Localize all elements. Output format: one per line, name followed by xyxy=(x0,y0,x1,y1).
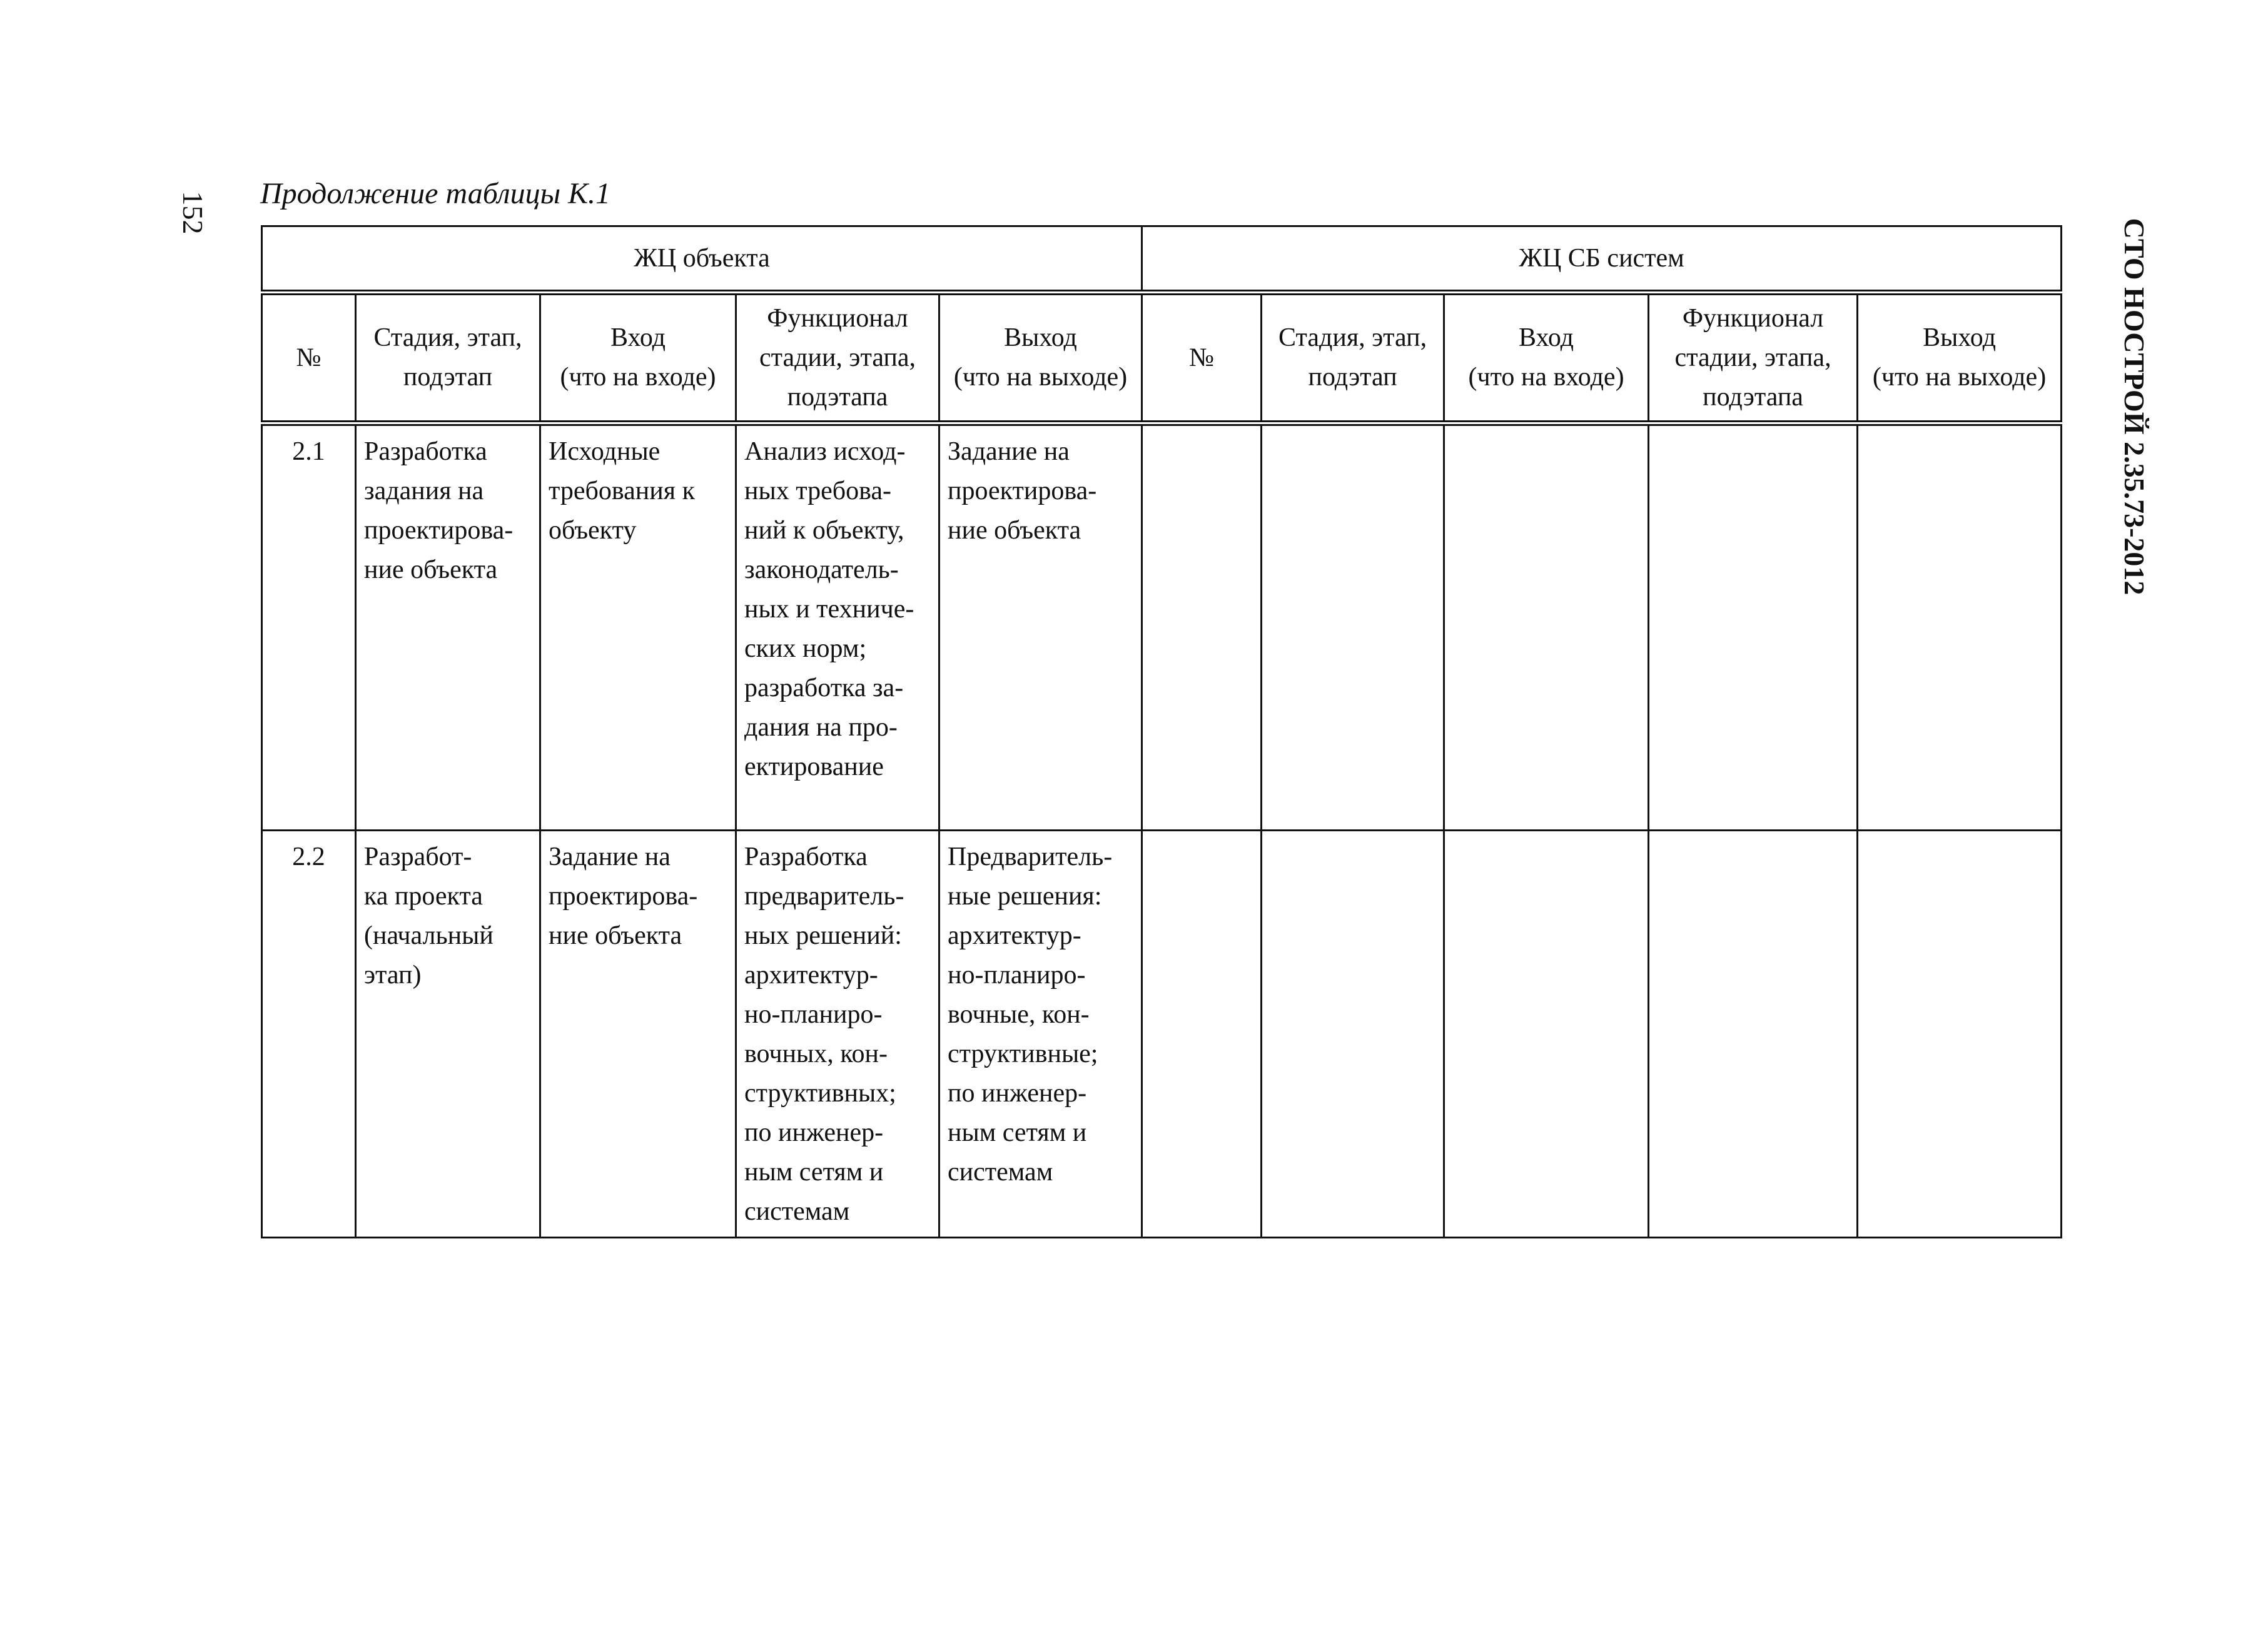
page-number: 152 xyxy=(177,191,209,235)
column-header-label: Выход (что на выходе) xyxy=(1872,323,2047,392)
row-number: 2.1 xyxy=(262,423,356,831)
column-header xyxy=(1262,293,1444,423)
sb-stage-cell xyxy=(1262,423,1444,831)
document-code: СТО НОСТРОЙ 2.35.73-2012 xyxy=(2119,218,2150,595)
input-cell: Задание на проектирова- ние объекта xyxy=(540,831,736,1238)
column-header-label: Выход (что на выходе) xyxy=(953,323,1128,392)
input-cell: Исходные требования к объекту xyxy=(540,423,736,831)
group-header-row xyxy=(262,226,2062,293)
table-row xyxy=(262,423,2062,831)
column-header xyxy=(1444,293,1649,423)
column-header xyxy=(1142,293,1262,423)
row-number: 2.2 xyxy=(262,831,356,1238)
sb-output-cell xyxy=(1858,831,2062,1238)
column-header-label: Вход (что на входе) xyxy=(560,323,716,392)
column-header-label: Стадия, этап, подэтап xyxy=(373,323,522,392)
column-header-label: Вход (что на входе) xyxy=(1468,323,1624,392)
output-cell: Предваритель- ные решения: архитектур- но-планиро- вочные, кон- структивные; по инженер- ным сетям и системам xyxy=(939,831,1142,1238)
column-header xyxy=(356,293,540,423)
column-header xyxy=(540,293,736,423)
sb-function-cell xyxy=(1649,831,1858,1238)
function-cell: Разработка предваритель- ных решений: архитектур- но-планиро- вочных, кон- структивных; по инженер- ным сетям и системам xyxy=(736,831,939,1238)
group-header-sb-systems: ЖЦ СБ систем xyxy=(1142,226,2062,293)
column-header-label: Стадия, этап, подэтап xyxy=(1278,323,1427,392)
column-header-label: Функционал стадии, этапа, подэтапа xyxy=(1674,303,1831,412)
sb-row-number xyxy=(1142,423,1262,831)
stage-cell: Разработка задания на проектирова- ние объекта xyxy=(356,423,540,831)
sb-function-cell xyxy=(1649,423,1858,831)
table-row xyxy=(262,831,2062,1238)
function-cell: Анализ исход- ных требова- ний к объекту, законодатель- ных и техниче- ских норм; разработка за- дания на про- ектирование xyxy=(736,423,939,831)
stage-cell: Разработ- ка проекта (начальный этап) xyxy=(356,831,540,1238)
group-header-object: ЖЦ объекта xyxy=(262,226,1142,293)
column-header xyxy=(939,293,1142,423)
sb-input-cell xyxy=(1444,831,1649,1238)
column-header xyxy=(262,293,356,423)
column-header-row xyxy=(262,293,2062,423)
sb-stage-cell xyxy=(1262,831,1444,1238)
output-cell: Задание на проектирова- ние объекта xyxy=(939,423,1142,831)
sb-row-number xyxy=(1142,831,1262,1238)
sb-output-cell xyxy=(1858,423,2062,831)
column-header xyxy=(1649,293,1858,423)
column-header xyxy=(1858,293,2062,423)
column-header xyxy=(736,293,939,423)
table-caption: Продолжение таблицы К.1 xyxy=(260,177,610,210)
column-header-label: № xyxy=(296,343,321,372)
column-header-label: № xyxy=(1189,343,1215,372)
lifecycle-table xyxy=(261,225,2062,1238)
column-header-label: Функционал стадии, этапа, подэтапа xyxy=(759,303,916,412)
sb-input-cell xyxy=(1444,423,1649,831)
